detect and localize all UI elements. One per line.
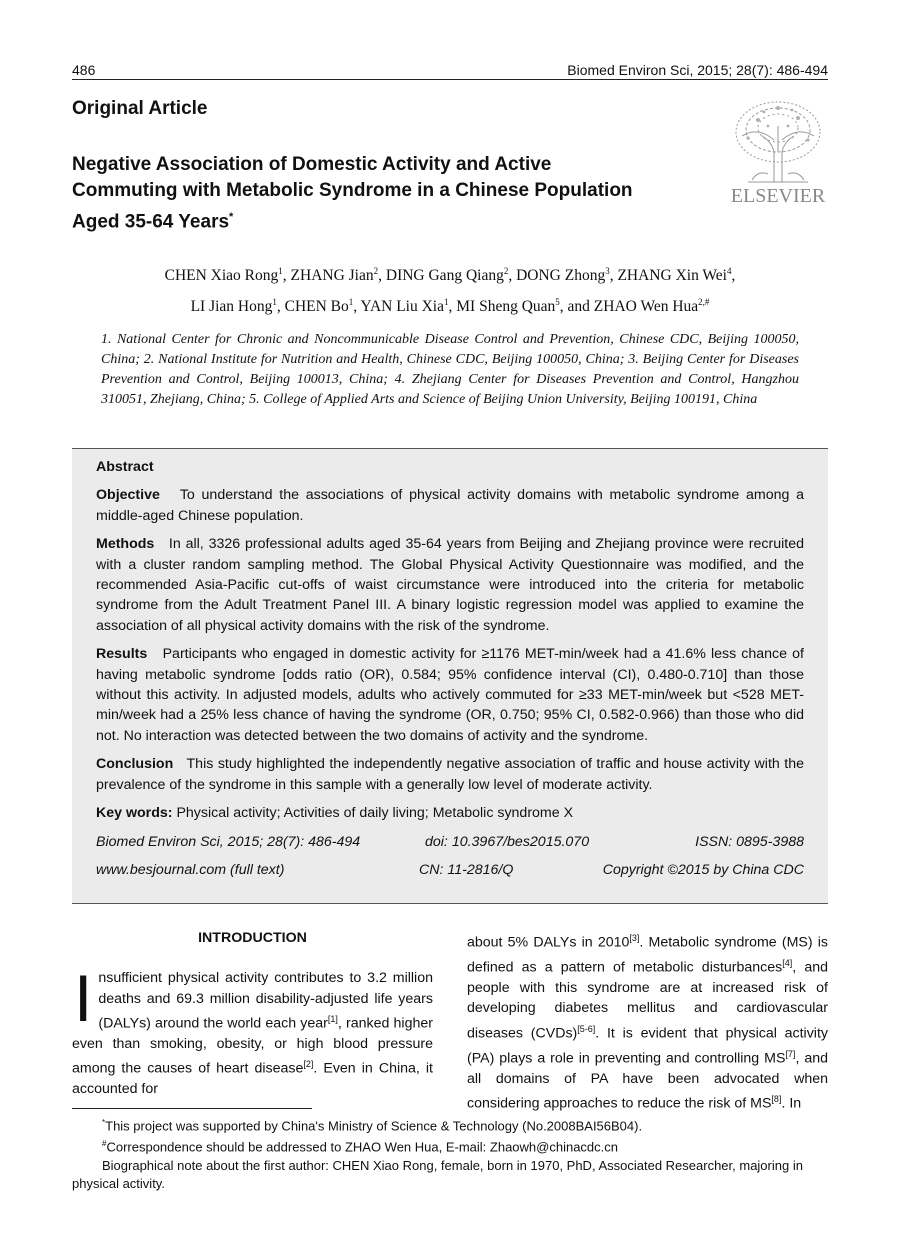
abstract-content (96, 457, 804, 888)
author: MI Sheng Quan (456, 298, 556, 316)
intro-text: , and people with this syndrome are at increased risk of developing diabetes mellitus and cardiovascular diseases (CVDs) (467, 959, 829, 1042)
title-footnote-mark: * (229, 211, 234, 223)
article-title (72, 152, 652, 235)
website-link[interactable]: www.besjournal.com (full text) (96, 861, 285, 878)
abstract-box (72, 448, 828, 904)
intro-right-column (467, 928, 828, 1114)
intro-text: . In (781, 1095, 802, 1112)
abstract-heading: Abstract (96, 459, 154, 475)
intro-heading: INTRODUCTION (198, 930, 307, 946)
ref-link[interactable]: [3] (629, 933, 640, 943)
intro-text: nsufficient physical activity contributes to 3.2 million deaths and 69.3 million disability-adjusted life years (DALYs) around the world each year (98, 970, 433, 1032)
author: DING Gang Qiang (385, 267, 504, 285)
dropcap-letter: I (74, 961, 93, 1036)
footnote-divider (72, 1108, 312, 1109)
journal-reference: Biomed Environ Sci, 2015; 28(7): 486-494 (567, 62, 828, 78)
author-affil-mark: 3 (605, 266, 610, 276)
abstract-keywords (96, 803, 804, 823)
intro-left-column (72, 928, 433, 1100)
author: ZHANG Jian (290, 267, 374, 285)
abstract-objective (96, 485, 804, 526)
author: YAN Liu Xia (360, 298, 444, 316)
citation: Biomed Environ Sci, 2015; 28(7): 486-494 (96, 833, 361, 850)
footnote-mark: # (102, 1139, 107, 1149)
footnote-mark: * (102, 1118, 106, 1127)
author-affil-mark: 2,# (698, 297, 710, 308)
tree-icon (728, 96, 828, 184)
conclusion-label: Conclusion (96, 756, 174, 773)
ref-link[interactable]: [7] (785, 1048, 796, 1059)
footnote-correspondence (72, 1135, 828, 1156)
author-affil-mark: 1 (444, 297, 449, 308)
footnotes (72, 1114, 828, 1193)
author-affil-mark: 1 (278, 266, 283, 276)
intro-text: about 5% DALYs in 2010 (467, 934, 630, 951)
author: ZHAO Wen Hua (593, 298, 699, 316)
intro-text: . Metabolic syndrome (MS) is defined as a pattern of metabolic disturbances (467, 934, 829, 976)
footnote-text: Correspondence should be addressed to ZHAO Wen Hua, E-mail: Zhaowh@chinacdc.cn (106, 1139, 619, 1155)
author-affil-mark: 1 (348, 297, 354, 308)
results-text: Participants who engaged in domestic activity for ≥1176 MET-min/week had a 41.6% less chance of having metabolic syndrome [odds ratio (OR), 0.584; 95% confidence interval (CI), 0.480-0.710] than those without this activity. In adjusted models, adults who actively commuted for ≥33 MET-min/week but <528 MET-min/week had a 25% less chance of having the syndrome (OR, 0.750; 95% CI, 0.582-0.966) than those who did not. No interaction was detected between the two domains of activity and the syndrome. (96, 646, 804, 744)
author-affil-mark: 4 (727, 266, 732, 276)
ref-link[interactable]: [5-6] (577, 1023, 596, 1034)
author: LI Jian Hong (190, 298, 273, 316)
ref-link[interactable]: [1] (327, 1013, 338, 1024)
copyright: Copyright ©2015 by China CDC (602, 861, 804, 878)
author-affil-mark: 1 (272, 297, 277, 308)
issn: ISSN: 0895-3988 (695, 833, 804, 850)
logo-wordmark: ELSEVIER (730, 185, 826, 207)
article-title-text: Negative Association of Domestic Activity and Active Commuting with Metabolic Syndrome in a Chinese Population Aged 35-64 Years (72, 154, 633, 233)
objective-text: To understand the associations of physical activity domains with metabolic syndrome among a middle-aged Chinese population. (96, 487, 804, 524)
doi-link[interactable]: doi: 10.3967/bes2015.070 (425, 833, 590, 850)
author-affil-mark: 5 (555, 297, 560, 308)
author: CHEN Bo (284, 298, 349, 316)
abstract-methods (96, 534, 804, 636)
article-type: Original Article (72, 98, 208, 119)
citation-row (96, 832, 804, 852)
methods-label: Methods (96, 536, 155, 553)
ref-link[interactable]: [8] (771, 1094, 782, 1105)
ref-link[interactable]: [2] (303, 1059, 314, 1070)
author-list: CHEN Xiao Rong$^1$, ZHANG Jian$^2$, DING Gang Qiang$^2$, DONG Zhong$^3$, ZHANG Xin Wei$^4$, LI Jian Hong$^1$, CHEN Bo$^1$, YAN Liu Xia$^1$, MI Sheng Quan$^5$, and ZHAO Wen Hua$^{2,\#}$ (164, 266, 736, 316)
intro-text: , and all domains of PA have been advocated when considering approaches to reduce the risk of MS (467, 1050, 828, 1112)
intro-text: . Even in China, it accounted for (72, 1060, 433, 1098)
cn-number: CN: 11-2816/Q (419, 861, 514, 878)
ref-link[interactable]: [4] (782, 958, 793, 969)
footnote-text: This project was supported by China's Ministry of Science & Technology (No.2008BAI56B04). (105, 1118, 643, 1134)
website-row (96, 860, 804, 880)
keywords-text: Physical activity; Activities of daily living; Metabolic syndrome X (176, 805, 574, 822)
header-divider (72, 79, 828, 80)
page-number: 486 (72, 62, 96, 78)
author: ZHANG Xin Wei (617, 267, 727, 285)
intro-text: . It is evident that physical activity (PA) plays a role in preventing and controlling MS (467, 1025, 828, 1067)
results-label: Results (96, 646, 148, 663)
author: DONG Zhong (516, 267, 606, 285)
keywords-label: Key words: (96, 805, 173, 822)
abstract-results (96, 644, 804, 746)
footnote-bio: Biographical note about the first author: CHEN Xiao Rong, female, born in 1970, PhD, Associated Researcher, majoring in physical activity. (72, 1157, 803, 1191)
intro-text: , ranked higher even than smoking, obesity, or high blood pressure among the causes of heart disease (72, 1015, 433, 1077)
elsevier-logo (728, 96, 828, 208)
conclusion-text: This study highlighted the independently negative association of traffic and house activity with the prevalence of the syndrome in this sample with a generally low level of moderate activity. (96, 756, 804, 793)
footnote-funding (72, 1114, 828, 1135)
author-affil-mark: 2 (373, 266, 379, 276)
author-affil-mark: 2 (503, 266, 509, 276)
objective-label: Objective (96, 487, 160, 504)
affiliations: 1. National Center for Chronic and Noncommunicable Disease Control and Prevention, Chinese CDC, Beijing 100050, China; 2. National Institute for Nutrition and Health, Chinese CDC, Beijing 100050, China; 3. Beijing Center for Diseases Prevention and Control, Beijing 100013, China; 4. Zhejiang Center for Diseases Prevention and Control, Hangzhou 310051, Zhejiang, China; 5. College of Applied Arts and Science of Beijing Union University, Beijing 100191, China (101, 332, 799, 407)
abstract-conclusion (96, 754, 804, 795)
author: CHEN Xiao Rong (164, 267, 279, 285)
methods-text: In all, 3326 professional adults aged 35-64 years from Beijing and Zhejiang province were recruited with a cluster random sampling method. The Global Physical Activity Questionnaire was modified, and the recommended Asia-Pacific cut-offs of waist circumstance were introduced into the criteria for metabolic syndrome from the Adult Treatment Panel III. A binary logistic regression model was applied to examine the association of all physical activity domains with the risk of the syndrome. (96, 536, 804, 634)
